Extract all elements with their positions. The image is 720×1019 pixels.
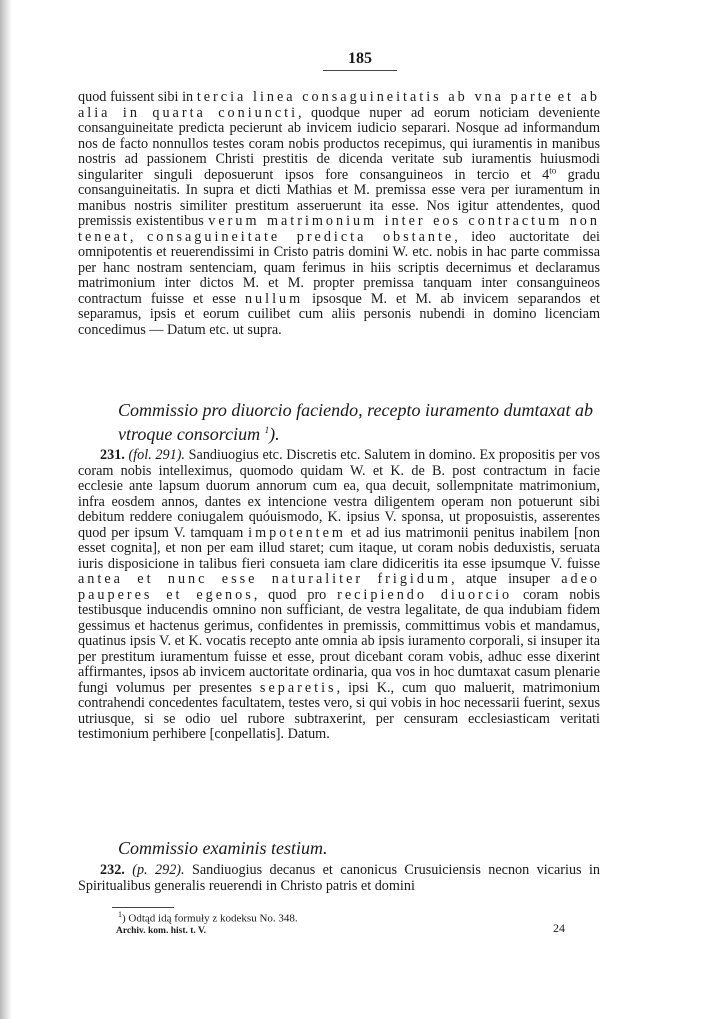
footnote [118, 910, 298, 925]
heading-text: Commissio pro diuorcio faciendo, recepto iuramento dumtaxat ab vtroque consorcium [118, 400, 593, 444]
text-run: Sandiuogius etc. Discretis etc. Salutem in domino. Ex propositis per vos coram nobis intelleximus, quomodo quidam W. et K. de B. post contractum in facie ecclesie ante lapsum duorum annorum cum ea, qua decuit, sollempnitate matrimonium, infra eosdem annos, dantes ex intencione vestra diligentem operam non potuerunt sibi debitum reddere coniugalem quóuismodo, K. ipsius V. sponsa, ut proposuistis, asserentes quod per ipsum V. tamquam [78, 447, 600, 541]
footnote-text: ) Odtąd idą formuły z kodeksu No. 348. [122, 912, 298, 925]
paragraph-text [78, 863, 600, 894]
text-run: coram nobis testibusque inducendis omnino non sufficiant, de vestra legalitate, de qua indubiam fidem gessimus et hactenus gerimus, confidentes in premissis, committimus vobis et mandamus, quatinus ipsis V. et K. vocatis recepto ante omnia ab ipsis iuramento corporali, si insuper ita per prestitum iuramentum fuisse et esse, prout dicebant coram vobis, adhuc esse dixerint affirmantes, ipsos ab invicem auctoritate ordinaria, qua vos in hoc dumtaxat casum plenarie fungi volumus per presentes [78, 586, 600, 696]
document-number: 232. [100, 862, 125, 878]
text-run: , ipsi K., cum quo maluerit, matrimonium contrahendi concedentes facultatem, testes vero, si qui vobis in hoc necessarii fuerint, sexus utriusque, si se odio uel rubore subtraxerint, per censuram ecclesiasticam veritati testimonium perhibere [conpellatis]. Datum. [78, 679, 600, 742]
paragraph-text [78, 448, 600, 743]
spaced-emphasis: consaguineitate predicta obstante [146, 228, 455, 245]
footnote-mark: 1 [118, 910, 122, 919]
spaced-emphasis: separetis [259, 679, 337, 696]
text-run: , [129, 228, 147, 245]
text-run: gradu consanguineitatis. In supra et dicti Mathias et M. premissa esse vera per iuramentum in manibus nostris similiter prestitum asseruerunt ita esse. Nos igitur attendentes, quod premissis existentibus [78, 166, 600, 229]
text-run: Sandiuogius decanus et canonicus Crusuiciensis necnon vicarius in Spiritualibus generalis reuerendi in Christo patris et domini [78, 862, 600, 894]
heading-close: ). [269, 424, 280, 444]
spaced-emphasis: verum matrimonium inter eos contractum non teneat [78, 213, 600, 245]
page-number: 185 [348, 50, 372, 67]
folio-reference: (fol. 291). [128, 447, 185, 463]
section-heading-commissio-pro-diuorcio [118, 398, 600, 446]
superscript: to [549, 164, 557, 175]
spaced-emphasis: et ab alia in quarta coniuncti [78, 89, 601, 121]
spaced-emphasis: impotentem [248, 524, 346, 541]
heading-text: Commissio examinis testium. [118, 838, 328, 858]
document-231 [78, 448, 600, 743]
text-run: , atque insuper [451, 571, 562, 587]
footer-label: Archiv. kom. hist. t. V. [116, 926, 207, 936]
spaced-emphasis: recipiendo diuorcio [337, 586, 513, 603]
footnote-reference: 1 [264, 425, 270, 435]
binding-edge [0, 0, 12, 1019]
spaced-emphasis: adeo pauperes et egenos [78, 571, 600, 603]
text-run: ipsosque M. et M. ab invicem separandos et separamus, ipsis et eorum cuilibet cum aliis personis nubendi in domino licenciam concedimus — Datum etc. ut supra. [78, 290, 600, 338]
page-header [0, 50, 720, 71]
signature-mark: 24 [553, 921, 565, 935]
document-232 [78, 863, 600, 894]
text-run: quod fuissent sibi in [78, 89, 197, 105]
continuation-paragraph [78, 90, 600, 338]
spaced-emphasis: tercia linea consaguineitatis ab vna parte [196, 89, 554, 105]
section-heading-commissio-examinis [118, 836, 600, 860]
text-run: , quodque nuper ad eorum noticiam deveniente consanguineitate predicta pecierunt ab invicem iudicio separari. Nosque ad informandum nos de facto nonnullos testes coram nobis productos recepimus, qui iuramentis in manibus nostris ad passionem Christi prestitis de dicenda veritate sub iuramentis huiusmodi singulariter singuli deposuerunt ipsos fore consanguineos in tercio et 4 [78, 104, 600, 183]
document-number: 231. [100, 447, 125, 463]
footnote-rule [112, 907, 174, 908]
text-run: et ad ius matrimonii penitus inabilem [non esset cognita], et non per eam illud staret; cum itaque, ut coram nobis deduxistis, seruata iuris disposicione in talibus fieri consueta iam clare didiceritis ita esse ipsumque V. fuisse [78, 524, 600, 572]
spaced-emphasis: nullum [244, 290, 304, 307]
folio-reference: (p. 292). [132, 862, 185, 878]
text-run: , quod pro [253, 586, 338, 603]
paragraph-text [78, 90, 600, 338]
spaced-emphasis: antea et nunc esse naturaliter frigidum [78, 571, 452, 587]
header-rule [323, 70, 397, 71]
text-run: , ideo auctoritate dei omnipotentis et reuerendissimi in Cristo patris domini W. etc. nobis in hac parte commissa per hanc nostram sentenciam, quam ferimus in hiis scriptis decernimus et declaramus matrimonium inter dictos M. et M. propter premissa tanquam inter consanguineos contractum fuisse et esse [78, 228, 600, 307]
